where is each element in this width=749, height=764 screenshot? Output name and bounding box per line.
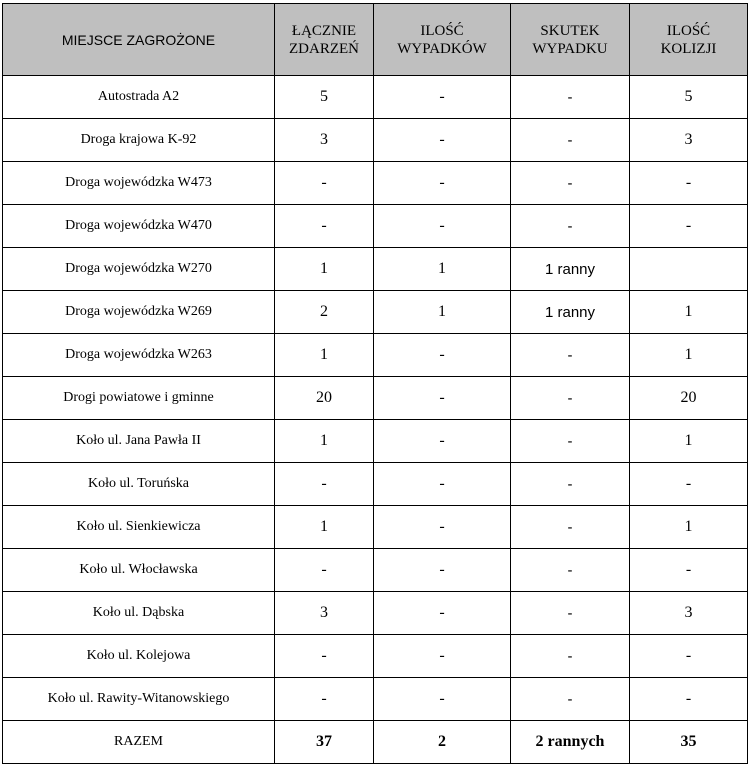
table-row xyxy=(3,248,748,291)
cell-accidents: - xyxy=(374,592,511,635)
cell-effect: 1 ranny xyxy=(511,248,630,291)
cell-accidents: - xyxy=(374,377,511,420)
cell-effect: - xyxy=(511,592,630,635)
header-effect: SKUTEK WYPADKU xyxy=(511,4,630,76)
cell-collisions: 20 xyxy=(630,377,748,420)
cell-effect: - xyxy=(511,635,630,678)
table-row xyxy=(3,76,748,119)
cell-place: Koło ul. Toruńska xyxy=(3,463,275,506)
summary-effect: 2 rannych xyxy=(511,721,630,764)
cell-collisions: - xyxy=(630,463,748,506)
cell-accidents: 1 xyxy=(374,291,511,334)
table-row xyxy=(3,420,748,463)
cell-effect: - xyxy=(511,162,630,205)
cell-collisions: 1 xyxy=(630,334,748,377)
cell-total: 20 xyxy=(275,377,374,420)
cell-place: Autostrada A2 xyxy=(3,76,275,119)
cell-effect: - xyxy=(511,119,630,162)
incident-table xyxy=(2,3,748,764)
cell-accidents: - xyxy=(374,162,511,205)
cell-effect: - xyxy=(511,205,630,248)
cell-total: 3 xyxy=(275,119,374,162)
cell-collisions: 1 xyxy=(630,291,748,334)
cell-collisions: 3 xyxy=(630,592,748,635)
cell-place: Droga wojewódzka W270 xyxy=(3,248,275,291)
cell-total: 1 xyxy=(275,248,374,291)
summary-label: RAZEM xyxy=(3,721,275,764)
cell-place: Droga wojewódzka W470 xyxy=(3,205,275,248)
cell-collisions: 5 xyxy=(630,76,748,119)
table-row xyxy=(3,291,748,334)
table-row xyxy=(3,205,748,248)
table-row xyxy=(3,162,748,205)
cell-place: Koło ul. Kolejowa xyxy=(3,635,275,678)
cell-effect: - xyxy=(511,463,630,506)
summary-collisions: 35 xyxy=(630,721,748,764)
cell-total: 1 xyxy=(275,334,374,377)
cell-place: Koło ul. Dąbska xyxy=(3,592,275,635)
cell-place: Droga wojewódzka W269 xyxy=(3,291,275,334)
cell-effect: - xyxy=(511,420,630,463)
cell-accidents: - xyxy=(374,678,511,721)
cell-total: - xyxy=(275,463,374,506)
cell-collisions: 1 xyxy=(630,420,748,463)
cell-total: 1 xyxy=(275,420,374,463)
cell-total: - xyxy=(275,635,374,678)
table-row xyxy=(3,334,748,377)
table-row xyxy=(3,119,748,162)
cell-total: 5 xyxy=(275,76,374,119)
cell-collisions: - xyxy=(630,549,748,592)
cell-accidents: - xyxy=(374,420,511,463)
summary-total: 37 xyxy=(275,721,374,764)
cell-total: - xyxy=(275,678,374,721)
table-row xyxy=(3,506,748,549)
cell-effect: - xyxy=(511,334,630,377)
summary-row xyxy=(3,721,748,764)
cell-collisions xyxy=(630,248,748,291)
cell-effect: - xyxy=(511,377,630,420)
table-row xyxy=(3,549,748,592)
cell-effect: - xyxy=(511,678,630,721)
table-header xyxy=(3,4,748,76)
cell-effect: - xyxy=(511,76,630,119)
cell-collisions: 1 xyxy=(630,506,748,549)
cell-accidents: - xyxy=(374,76,511,119)
cell-total: - xyxy=(275,549,374,592)
cell-effect: - xyxy=(511,506,630,549)
header-place: MIEJSCE ZAGROŻONE xyxy=(3,4,275,76)
cell-place: Drogi powiatowe i gminne xyxy=(3,377,275,420)
cell-place: Koło ul. Włocławska xyxy=(3,549,275,592)
cell-accidents: 1 xyxy=(374,248,511,291)
table-row xyxy=(3,635,748,678)
table-row xyxy=(3,463,748,506)
cell-accidents: - xyxy=(374,119,511,162)
cell-place: Droga krajowa K-92 xyxy=(3,119,275,162)
cell-collisions: - xyxy=(630,205,748,248)
header-total: ŁĄCZNIE ZDARZEŃ xyxy=(275,4,374,76)
cell-total: 1 xyxy=(275,506,374,549)
cell-total: 3 xyxy=(275,592,374,635)
cell-accidents: - xyxy=(374,635,511,678)
cell-place: Koło ul. Jana Pawła II xyxy=(3,420,275,463)
cell-collisions: - xyxy=(630,678,748,721)
table-body xyxy=(3,76,748,764)
cell-place: Droga wojewódzka W263 xyxy=(3,334,275,377)
header-row xyxy=(3,4,748,76)
header-collisions: ILOŚĆ KOLIZJI xyxy=(630,4,748,76)
cell-effect: - xyxy=(511,549,630,592)
cell-accidents: - xyxy=(374,506,511,549)
table-row xyxy=(3,592,748,635)
cell-collisions: - xyxy=(630,162,748,205)
table-row xyxy=(3,678,748,721)
cell-place: Koło ul. Sienkiewicza xyxy=(3,506,275,549)
cell-collisions: 3 xyxy=(630,119,748,162)
cell-total: - xyxy=(275,205,374,248)
table-row xyxy=(3,377,748,420)
cell-collisions: - xyxy=(630,635,748,678)
cell-place: Koło ul. Rawity-Witanowskiego xyxy=(3,678,275,721)
cell-effect: 1 ranny xyxy=(511,291,630,334)
cell-accidents: - xyxy=(374,334,511,377)
header-accidents: ILOŚĆ WYPADKÓW xyxy=(374,4,511,76)
summary-accidents: 2 xyxy=(374,721,511,764)
cell-accidents: - xyxy=(374,463,511,506)
cell-accidents: - xyxy=(374,549,511,592)
cell-accidents: - xyxy=(374,205,511,248)
cell-total: - xyxy=(275,162,374,205)
cell-total: 2 xyxy=(275,291,374,334)
cell-place: Droga wojewódzka W473 xyxy=(3,162,275,205)
